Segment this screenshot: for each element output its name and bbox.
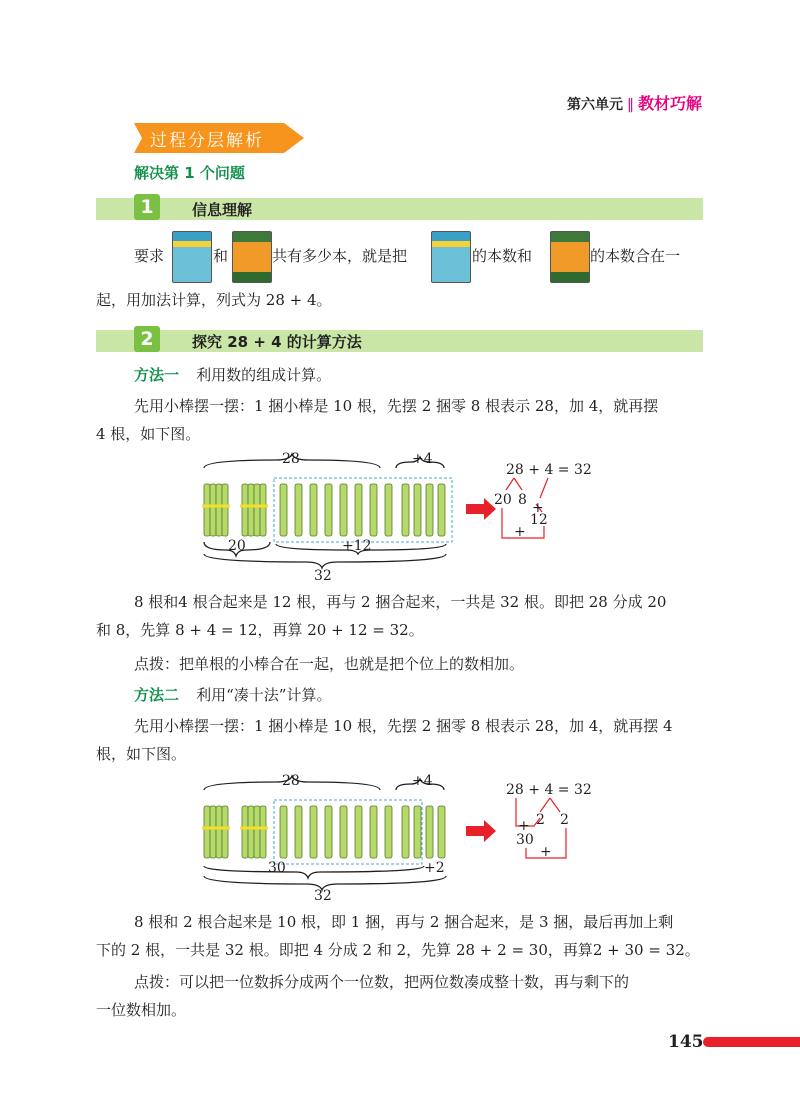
- unit-label: 第六单元: [566, 97, 623, 113]
- method2-para2-line1: 8 根和 2 根合起来是 10 根，即 1 捆，再与 2 捆合起来，是 3 捆，最后再加上剩: [134, 913, 674, 931]
- step1-text-b: 和: [213, 247, 229, 265]
- section-banner: [134, 123, 304, 153]
- step1-text-line2: 起，用加法计算，列式为 28 + 4。: [96, 291, 332, 309]
- method2-figure: [196, 768, 616, 902]
- step2-title: 探究 28 + 4 的计算方法: [192, 333, 362, 351]
- fig2-bottom-left: 30: [268, 860, 286, 876]
- fig2-plus-1: +: [518, 818, 530, 834]
- fig2-top-right: +4: [412, 773, 433, 789]
- fig2-plus-2: +: [540, 844, 552, 860]
- fig2-top-left: 28: [282, 773, 300, 789]
- story-book-icon: [172, 231, 212, 283]
- step1-title: 信息理解: [192, 201, 253, 219]
- method2-tip-line1: 点拨：可以把一位数拆分成两个一位数，把两位数凑成整十数，再与剩下的: [134, 973, 630, 991]
- step1-text-c: 共有多少本，就是把: [272, 247, 408, 265]
- story-book-icon-2: [431, 231, 471, 283]
- fig2-split-1: 2: [536, 812, 545, 828]
- method2-heading: [134, 684, 331, 705]
- fig2-result-30: 30: [516, 832, 534, 848]
- step1-text-e: 的本数合在一: [590, 247, 681, 265]
- method1-para1-line1: 先用小棒摆一摆：1 捆小棒是 10 根，先摆 2 捆零 8 根表示 28，加 4，就再摆: [134, 397, 659, 415]
- fig2-bottom-total: 32: [314, 888, 332, 902]
- method1-para2-line2: 和 8，先算 8 + 4 = 12，再算 20 + 12 = 32。: [96, 621, 424, 639]
- step1-bar: [96, 198, 703, 220]
- method2-para1-line1: 先用小棒摆一摆：1 捆小棒是 10 根，先摆 2 捆零 8 根表示 28，加 4，就再摆 4: [134, 717, 673, 735]
- subheading: 解决第 1 个问题: [134, 164, 245, 182]
- fig1-result-12: 12: [530, 512, 548, 528]
- method2-desc: 利用“凑十法”计算。: [196, 686, 332, 704]
- fig1-top-right: +4: [412, 451, 433, 467]
- method2-para1-line2: 根，如下图。: [96, 745, 187, 763]
- method1-desc: 利用数的组成计算。: [196, 366, 332, 384]
- step2-number: 2: [134, 326, 160, 352]
- step1-number: 1: [134, 194, 160, 220]
- step2-bar: [96, 330, 703, 352]
- fig1-bottom-total: 32: [314, 568, 332, 582]
- method1-label: 方法一: [134, 366, 180, 384]
- step1-text-d: 的本数和: [472, 247, 533, 265]
- fig2-equation: 28 + 4 = 32: [506, 782, 592, 798]
- method2-para2-line2: 下的 2 根，一共是 32 根。即把 4 分成 2 和 2，先算 28 + 2 = 30，再算2 + 30 = 32。: [96, 941, 700, 959]
- fig1-bottom-left: 20: [228, 538, 246, 554]
- fig2-bottom-mid: +2: [424, 860, 445, 876]
- science-book-icon: [232, 231, 272, 283]
- method1-figure: [196, 446, 616, 582]
- fig1-equation: 28 + 4 = 32: [506, 462, 592, 478]
- banner-label: 过程分层解析: [150, 131, 264, 151]
- method1-tip: 点拨：把单根的小棒合在一起，也就是把个位上的数相加。: [134, 655, 525, 673]
- method2-label: 方法二: [134, 686, 180, 704]
- page-number-bar: [703, 1037, 800, 1047]
- fig1-split-1: 20: [494, 492, 512, 508]
- method2-tip-line2: 一位数相加。: [96, 1001, 187, 1019]
- science-book-icon-2: [550, 231, 590, 283]
- page-number: 145: [668, 1032, 704, 1052]
- red-arrow-icon-2: [466, 820, 496, 842]
- fig1-split-2: 8: [518, 492, 527, 508]
- fig1-bottom-mid: +12: [342, 538, 372, 554]
- method1-heading: [134, 364, 331, 385]
- fig1-plus-1: +: [532, 500, 544, 516]
- section-label: 教材巧解: [637, 94, 702, 113]
- fig1-plus-2: +: [514, 524, 526, 540]
- red-arrow-icon: [466, 498, 496, 520]
- fig2-split-2: 2: [560, 812, 569, 828]
- method1-para2-line1: 8 根和4 根合起来是 12 根，再与 2 捆合起来，一共是 32 根。即把 28 分成 20: [134, 593, 667, 611]
- method1-para1-line2: 4 根，如下图。: [96, 425, 201, 443]
- unit-header: [567, 91, 702, 114]
- header-separator: ‖: [626, 97, 634, 113]
- step1-text-a: 要求: [134, 247, 165, 265]
- fig1-top-left: 28: [282, 451, 300, 467]
